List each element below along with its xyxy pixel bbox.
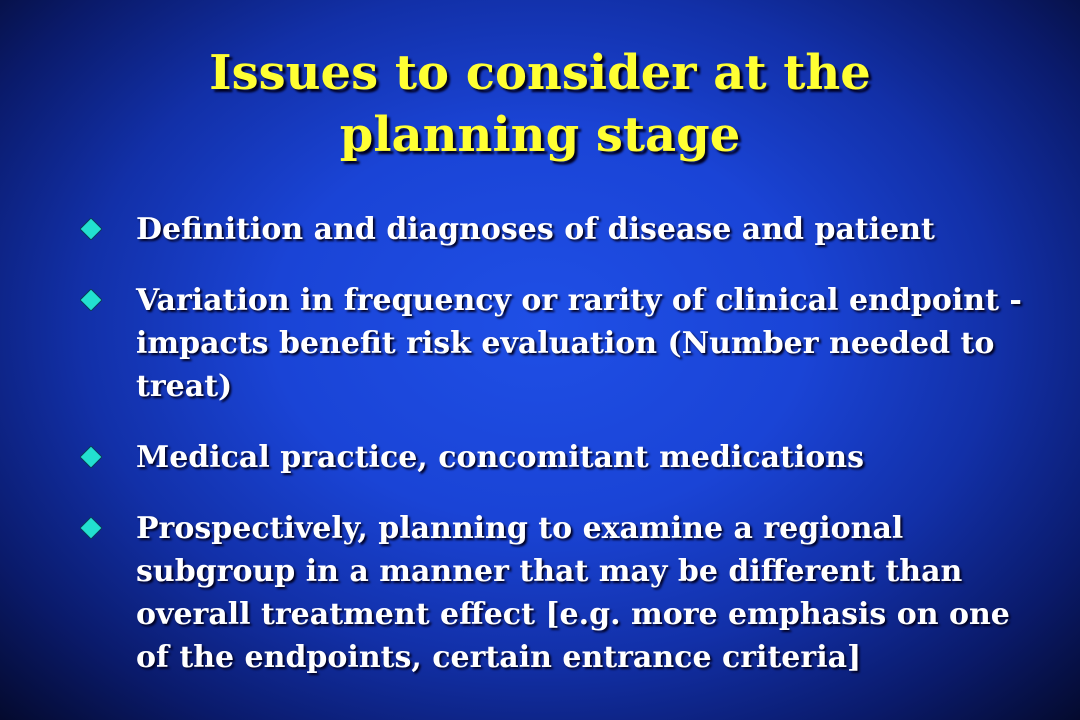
bullet-item — [72, 279, 1022, 408]
bullet-text: Prospectively, planning to examine a regional subgroup in a manner that may be different than overall treatment effect [e.g. more emphasis on one of the endpoints, certain entrance criteria] — [136, 511, 1010, 675]
diamond-icon — [80, 517, 102, 539]
diamond-icon — [80, 289, 102, 311]
diamond-icon — [80, 446, 102, 468]
slide-title — [0, 42, 1080, 166]
bullet-item — [72, 436, 1022, 479]
bullet-text: Medical practice, concomitant medications — [136, 440, 864, 475]
bullet-text: Definition and diagnoses of disease and patient — [136, 212, 935, 247]
bullet-item — [72, 208, 1022, 251]
bullet-text: Variation in frequency or rarity of clinical endpoint -impacts benefit risk evaluation (Number needed to treat) — [136, 283, 1022, 404]
slide-title-line-2: planning stage — [339, 107, 741, 163]
bullet-list — [72, 208, 1022, 707]
slide-title-line-1: Issues to consider at the — [209, 45, 871, 101]
diamond-icon — [80, 218, 102, 240]
bullet-item — [72, 507, 1022, 679]
